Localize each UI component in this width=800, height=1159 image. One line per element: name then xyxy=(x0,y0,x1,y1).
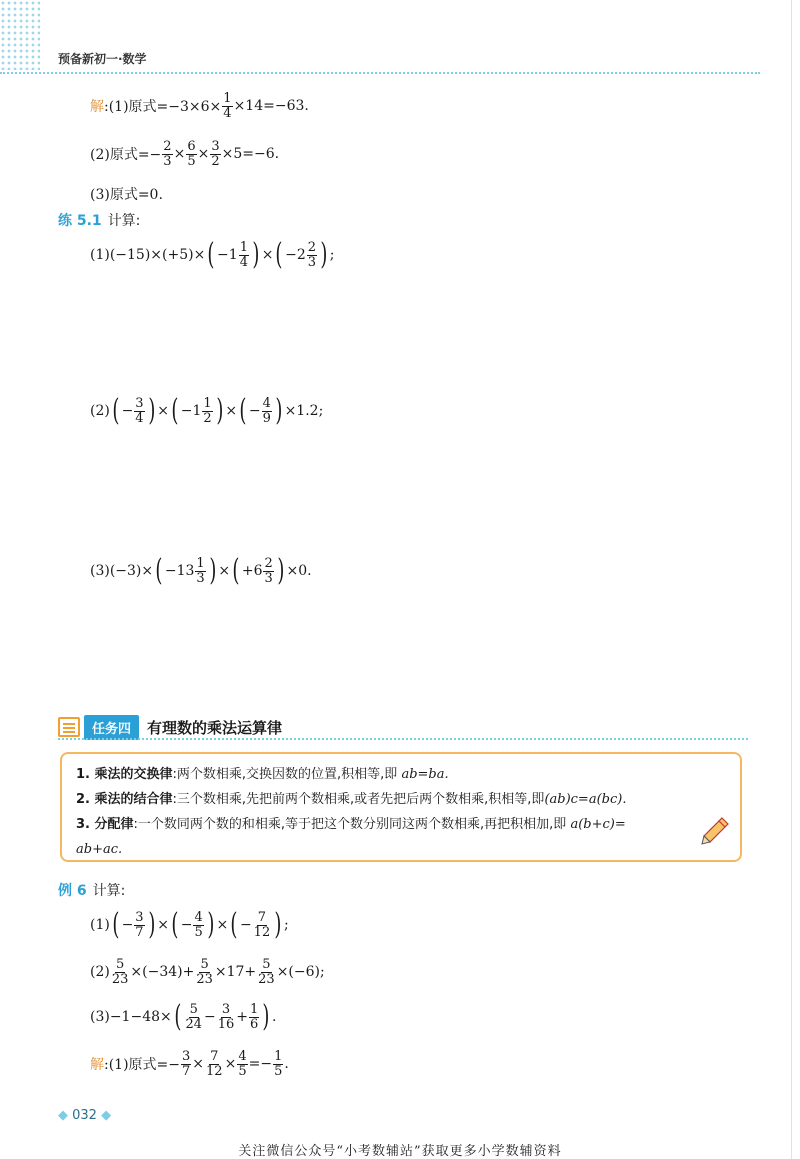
solution-text: :(1)原式=−3×6× xyxy=(104,99,222,116)
pencil-icon xyxy=(700,816,730,846)
header-divider xyxy=(0,72,760,74)
exercise-heading xyxy=(58,210,140,230)
fraction: $\frac{1}{6}$ xyxy=(250,1001,259,1032)
solution-label: 解 xyxy=(90,99,104,116)
fraction: $\frac{4}{5}$ xyxy=(238,1049,247,1079)
fraction: $\frac{1}{2}$ xyxy=(203,395,212,426)
example-question-2: (2) $\frac{5}{23}$ ×(−34)+ $\frac{5}{23}$ ×17+ $\frac{5}{23}$ ×(−6); xyxy=(90,957,325,987)
fraction: $\frac{5}{23}$ xyxy=(258,957,275,987)
task-divider xyxy=(58,738,748,740)
fraction: $\frac{1}{5}$ xyxy=(274,1049,283,1079)
solution-label: 解 xyxy=(90,1057,104,1074)
fraction: $\frac{1}{4}$ xyxy=(223,91,232,121)
fraction: $\frac{5}{23}$ xyxy=(196,957,213,987)
fraction: $\frac{4}{5}$ xyxy=(194,909,203,940)
solution-text: ×14=−63. xyxy=(233,98,309,115)
exercise-question-2: (2) ( − $\frac{3}{4}$ ) × ( −1 $\frac{1}{2}$ ) × ( − $\frac{4}{9}$ ) ×1.2; xyxy=(90,393,324,428)
fraction: $\frac{4}{9}$ xyxy=(262,395,271,426)
fraction: $\frac{7}{12}$ xyxy=(206,1049,223,1079)
notepad-icon xyxy=(58,717,80,737)
fraction: $\frac{5}{23}$ xyxy=(111,957,129,987)
rule-distributive: 3. 分配律:一个数同两个数的和相乘,等于把这个数分别同这两个数相乘,再把积相加,即 a(b+c)= xyxy=(76,817,626,832)
page-number: ◆ 032 ◆ xyxy=(58,1108,112,1123)
fraction: $\frac{3}{16}$ xyxy=(217,1001,235,1032)
footer-notice: 关注微信公众号“小考数辅站”获取更多小学数辅资料 xyxy=(238,1144,562,1159)
fraction: $\frac{3}{7}$ xyxy=(135,909,144,940)
corner-dot-pattern xyxy=(0,0,40,70)
example-label: 例 6 xyxy=(58,883,87,899)
fraction: $\frac{1}{4}$ xyxy=(239,239,248,270)
task-title: 有理数的乘法运算律 xyxy=(147,718,283,737)
fraction: $\frac{3}{7}$ xyxy=(182,1049,191,1079)
fraction: $\frac{2}{3}$ xyxy=(307,239,317,270)
solution-text: ×5=−6. xyxy=(221,146,280,163)
fraction: $\frac{2}{3}$ xyxy=(163,139,172,169)
exercise-instruction: 计算: xyxy=(107,213,141,229)
task-badge: 任务四 xyxy=(84,715,139,740)
example-question-3: (3)−1−48× ( $\frac{5}{24}$ − $\frac{3}{16}$ + $\frac{1}{6}$ ) . xyxy=(90,999,277,1034)
example-instruction: 计算: xyxy=(92,883,126,899)
solution-text: (2)原式=− xyxy=(90,147,162,164)
fraction: $\frac{2}{3}$ xyxy=(264,555,273,586)
fraction: $\frac{5}{24}$ xyxy=(185,1001,203,1032)
example-solution-1: 解 :(1)原式=− $\frac{3}{7}$ × $\frac{7}{12}$ × $\frac{4}{5}$ =− $\frac{1}{5}$ . xyxy=(90,1049,289,1079)
rules-box xyxy=(60,752,742,862)
fraction: $\frac{6}{5}$ xyxy=(187,139,196,169)
fraction: $\frac{7}{12}$ xyxy=(253,909,271,940)
exercise-question-3: (3)(−3)× ( −13 $\frac{1}{3}$ ) × ( +6 $\frac{2}{3}$ ) ×0. xyxy=(90,553,312,588)
exercise-label: 练 5.1 xyxy=(58,213,102,229)
rule-distributive-cont: ab+ac. xyxy=(76,842,123,857)
solution-line-2: (2)原式=− $\frac{2}{3}$ × $\frac{6}{5}$ × $\frac{3}{2}$ ×5=−6. xyxy=(90,139,280,169)
fraction: $\frac{3}{4}$ xyxy=(135,395,144,426)
rule-commutative: 1. 乘法的交换律:两个数相乘,交换因数的位置,积相等,即 ab=ba. xyxy=(76,767,449,782)
solution-line-1 xyxy=(90,92,309,120)
page-edge-line xyxy=(791,0,792,1159)
solution-line-3: (3)原式=0. xyxy=(90,187,163,203)
page-header-title: 预备新初一·数学 xyxy=(58,52,147,66)
fraction: $\frac{3}{2}$ xyxy=(211,139,220,169)
exercise-question-1: (1)(−15)×(+5)× ( −1 $\frac{1}{4}$ ) × ( −2 $\frac{2}{3}$ ) ; xyxy=(90,237,335,272)
rule-associative: 2. 乘法的结合律:三个数相乘,先把前两个数相乘,或者先把后两个数相乘,积相等,即(ab)c=a(bc). xyxy=(76,792,627,807)
example-heading xyxy=(58,880,125,900)
example-question-1: (1) ( − $\frac{3}{7}$ ) × ( − $\frac{4}{5}$ ) × ( − $\frac{7}{12}$ ) ; xyxy=(90,907,289,942)
fraction: $\frac{1}{3}$ xyxy=(196,555,205,586)
